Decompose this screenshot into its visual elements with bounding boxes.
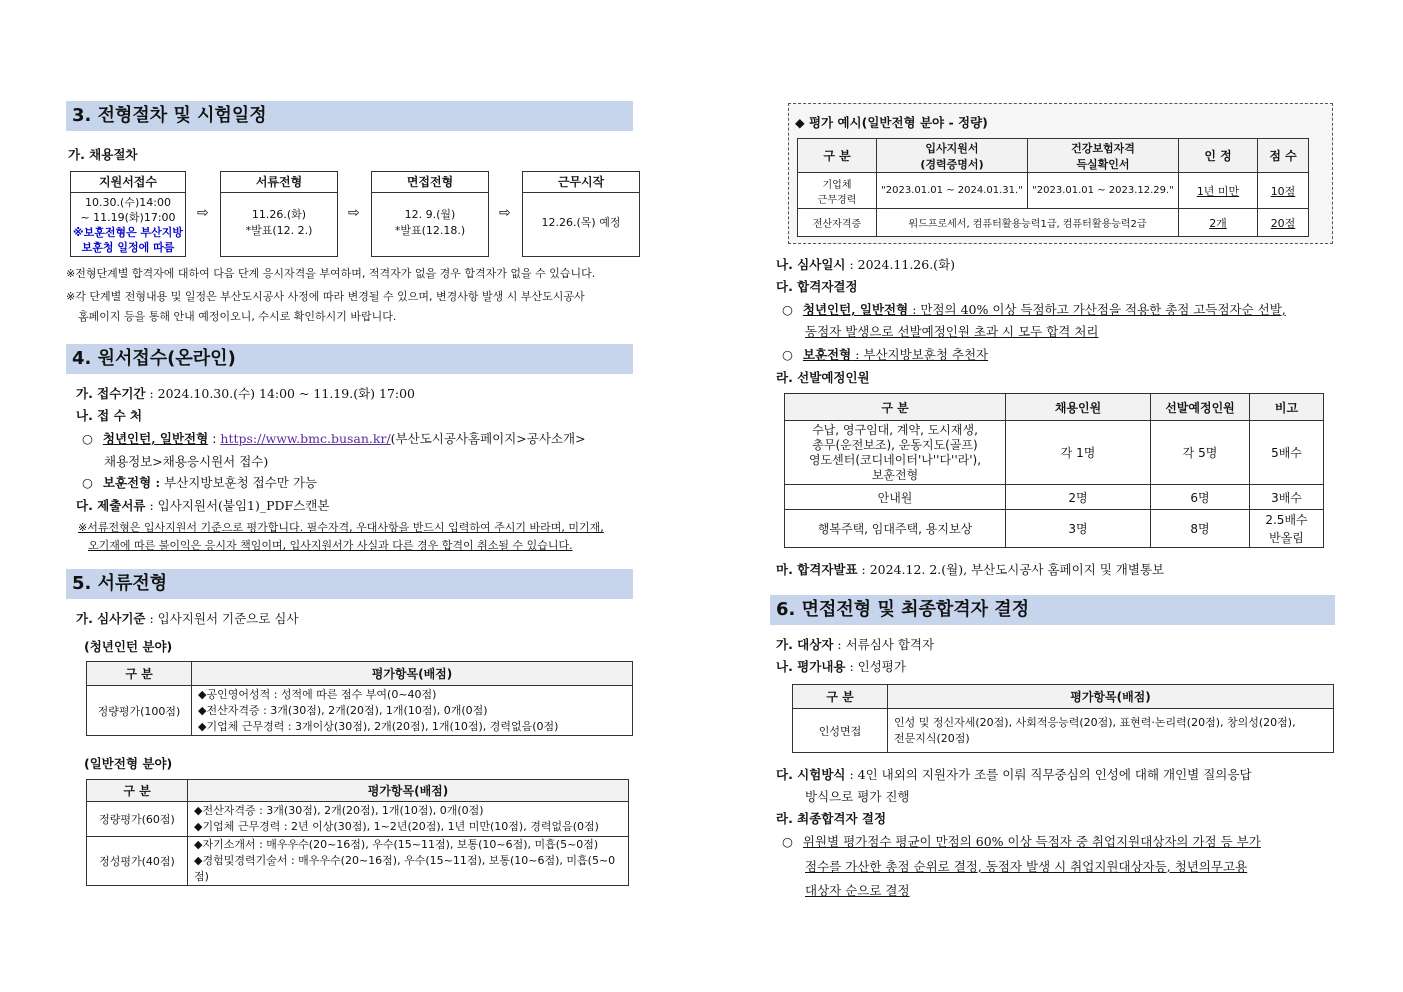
item: ◆공인영어성적 : 성적에 따른 점수 부여(0~40점) <box>198 687 437 701</box>
criteria-label: 가. 심사기준 <box>76 611 146 626</box>
pass-value-2: 동점자 발생으로 선발예정인원 초과 시 모두 합격 처리 <box>805 324 1099 339</box>
cell <box>1250 510 1324 548</box>
table-head: 구 분 <box>793 685 888 709</box>
reception-item-1 <box>82 429 586 447</box>
reception-item-2 <box>82 473 317 491</box>
cell-line: 수납, 영구임대, 계약, 도시재생, <box>812 422 978 437</box>
flow-head: 지원서접수 <box>71 172 185 193</box>
veteran-pass-label: 보훈전형 <box>802 347 852 362</box>
flow-box-application <box>70 171 186 257</box>
section-4-title: 4. 원서접수(온라인) <box>66 344 633 374</box>
item: ◆경험및경력기술서 : 매우우수(20~16점), 우수(15~11점), 보통(10~6점), 미흡(5~0점) <box>194 854 616 883</box>
row-items <box>188 802 629 837</box>
item: ◆기업체 근무경력 : 3개이상(30점), 2개(20점), 1개(10점), 경력없음(0점) <box>198 719 559 733</box>
flow-line: *발표(12. 2.) <box>245 224 313 237</box>
documents-value: : 입사지원서(붙임1)_PDF스캔본 <box>145 498 330 513</box>
table-head: 인 정 <box>1179 139 1258 173</box>
separator: : <box>208 431 221 446</box>
cell <box>785 421 1006 485</box>
general-label: (일반전형 분야) <box>84 756 173 771</box>
example-title: ◆ 평가 예시(일반전형 분야 - 정량) <box>795 115 988 130</box>
flow-head: 면접전형 <box>372 172 488 193</box>
reception-path-2: 채용정보>채용응시원서 접수) <box>104 454 269 469</box>
intern-table <box>86 661 633 736</box>
row-items <box>192 686 633 736</box>
row-items <box>888 709 1334 753</box>
table-head: 평가항목(배점) <box>188 780 629 802</box>
doc-note-a: ※서류전형은 입사지원서 기준으로 평가합니다. 필수자격, 우대사항을 반드시 입력하여 주시기 바라며, 미기재, <box>78 521 604 534</box>
row-label: 인성면접 <box>793 709 888 753</box>
section-3-title: 3. 전형절차 및 시험일정 <box>66 101 633 131</box>
cell: 20점 <box>1258 209 1309 237</box>
note-2a: ※각 단계별 전형내용 및 일정은 부산도시공사 사정에 따라 변경될 수 있으며, 변경사항 발생 시 부산도시공사 <box>66 290 585 303</box>
cell: 안내원 <box>785 485 1006 510</box>
target-label: 가. 대상자 <box>776 637 834 652</box>
pass-decision-heading: 다. 합격자결정 <box>776 279 858 294</box>
criteria-value: : 입사지원서 기준으로 심사 <box>145 611 299 626</box>
cell-line: 2.5배수 <box>1265 512 1308 527</box>
flow-box-document <box>220 171 338 257</box>
announce-value: : 2024.12. 2.(월), 부산도시공사 홈페이지 및 개별통보 <box>857 562 1165 577</box>
table-head: 구 분 <box>798 139 877 173</box>
general-table <box>86 779 629 886</box>
target-line <box>776 635 934 653</box>
table-head: 비고 <box>1250 394 1324 421</box>
table-head: 구 분 <box>87 780 188 802</box>
interview-table <box>792 684 1334 753</box>
table-head: 채용인원 <box>1006 394 1151 421</box>
cell: 행복주택, 임대주택, 용지보상 <box>785 510 1006 548</box>
cell: 각 5명 <box>1151 421 1250 485</box>
cell: "2023.01.01 ~ 2024.01.31." <box>877 173 1028 209</box>
pass-value: : 만점의 40% 이상 득점하고 가산점을 적용한 총점 고득점자순 선발, <box>908 302 1286 317</box>
example-box <box>788 103 1333 244</box>
circle-bullet-icon: ○ <box>782 302 793 317</box>
documents-line <box>76 496 329 514</box>
item: ◆자기소개서 : 매우우수(20~16점), 우수(15~11점), 보통(10~6점), 미흡(5~0점) <box>194 838 599 851</box>
table-head: 입사지원서 (경력증명서) <box>877 139 1028 173</box>
pass-decision-item-2 <box>782 345 988 363</box>
method-value-2: 방식으로 평가 진행 <box>805 789 910 804</box>
selection-table <box>784 393 1324 548</box>
table-head: 점 수 <box>1258 139 1309 173</box>
intern-label: (청년인턴 분야) <box>84 639 173 654</box>
row-items <box>188 837 629 886</box>
homepage-link[interactable]: https://www.bmc.busan.kr/ <box>220 431 391 446</box>
cell: 3배수 <box>1250 485 1324 510</box>
period-value: : 2024.10.30.(수) 14:00 ~ 11.19.(화) 17:00 <box>145 386 416 401</box>
review-date-line <box>776 255 955 273</box>
eval-content-label: 나. 평가내용 <box>776 659 846 674</box>
cell-line: 보훈전형 <box>871 467 919 482</box>
cell-line: 총무(운전보조), 운동지도(골프) <box>812 437 978 452</box>
cell: 10점 <box>1258 173 1309 209</box>
method-value: : 4인 내외의 지원자가 조를 이뤄 직무중심의 인성에 대해 개인별 질의응답 <box>845 767 1252 782</box>
review-date-value: : 2024.11.26.(화) <box>845 257 956 272</box>
cell: 전산자격증 <box>798 209 877 237</box>
section-5-title: 5. 서류전형 <box>66 569 633 599</box>
procedure-heading: 가. 채용절차 <box>68 147 138 162</box>
flow-line: 11.26.(화) <box>251 208 307 221</box>
circle-bullet-icon: ○ <box>82 431 93 446</box>
row-label: 정량평가(100점) <box>87 686 192 736</box>
veteran-label: 보훈전형 : <box>102 475 161 490</box>
note-1: ※전형단계별 합격자에 대하여 다음 단계 응시자격을 부여하며, 적격자가 없을 경우 합격자가 없을 수 있습니다. <box>66 267 596 280</box>
cell: 각 1명 <box>1006 421 1151 485</box>
eval-content-line <box>776 657 906 675</box>
documents-label: 다. 제출서류 <box>76 498 146 513</box>
flow-note: ※보훈전형은 부산지방 <box>72 226 184 239</box>
flow-arrow-icon: ⇨ <box>348 205 360 221</box>
row-label: 정량평가(60점) <box>87 802 188 837</box>
flow-head: 근무시작 <box>523 172 639 193</box>
table-head: 구 분 <box>785 394 1006 421</box>
circle-bullet-icon: ○ <box>782 347 793 362</box>
row-label: 정성평가(40점) <box>87 837 188 886</box>
flow-box-start <box>522 171 640 257</box>
item: ◆전산자격증 : 3개(30점), 2개(20점), 1개(10점), 0개(0점) <box>198 703 488 717</box>
cell: 3명 <box>1006 510 1151 548</box>
example-table <box>797 138 1309 237</box>
section-6-title: 6. 면접전형 및 최종합격자 결정 <box>770 595 1335 625</box>
final-heading: 라. 최종합격자 결정 <box>776 811 887 826</box>
final-line-1: 위원별 평가점수 평균이 만점의 60% 이상 득점자 중 취업지원대상자의 가점 등 부가 <box>802 834 1261 849</box>
announce-line <box>776 560 1164 578</box>
cell: 2명 <box>1006 485 1151 510</box>
reception-path: (부산도시공사홈페이지>공사소개> <box>390 431 586 446</box>
pass-label: 청년인턴, 일반전형 <box>802 302 909 317</box>
table-head: 구 분 <box>87 662 192 686</box>
final-line-3: 대상자 순으로 결정 <box>805 883 910 898</box>
flow-line: ~ 11.19(화)17:00 <box>80 211 176 224</box>
announce-label: 마. 합격자발표 <box>776 562 858 577</box>
cell: 6명 <box>1151 485 1250 510</box>
flow-note: 보훈청 일정에 따름 <box>81 241 175 254</box>
cell: 기업체 근무경력 <box>798 173 877 209</box>
doc-note-b: 오기재에 따른 불이익은 응시자 책임이며, 입사지원서가 사실과 다른 경우 합격이 취소될 수 있습니다. <box>88 539 573 552</box>
item: 인성 및 정신자세(20점), 사회적응능력(20점), 표현력·논리력(20점), 창의성(20점), <box>894 715 1296 729</box>
cell-line: 영도센터(코디네이터'나''다''라'), <box>808 452 982 467</box>
cell: 2개 <box>1179 209 1258 237</box>
method-line <box>776 765 1252 783</box>
criteria-line <box>76 609 298 627</box>
circle-bullet-icon: ○ <box>782 834 793 849</box>
reception-heading: 나. 접 수 처 <box>76 408 143 423</box>
cell: 1년 미만 <box>1179 173 1258 209</box>
note-2b: 홈페이지 등을 통해 안내 예정이오니, 수시로 확인하시기 바랍니다. <box>78 310 397 323</box>
reception-label: 청년인턴, 일반전형 <box>102 431 209 446</box>
review-date-label: 나. 심사일시 <box>776 257 846 272</box>
flow-arrow-icon: ⇨ <box>197 205 209 221</box>
veteran-value: 부산지방보훈청 접수만 가능 <box>160 475 318 490</box>
table-head: 선발예정인원 <box>1151 394 1250 421</box>
flow-box-interview <box>371 171 489 257</box>
flow-arrow-icon: ⇨ <box>499 205 511 221</box>
cell: 워드프로세서, 컴퓨터활용능력1급, 컴퓨터활용능력2급 <box>877 209 1179 237</box>
cell-line: 반올림 <box>1269 530 1304 545</box>
pass-decision-item-1 <box>782 300 1286 318</box>
item: ◆기업체 근무경력 : 2년 이상(30점), 1~2년(20점), 1년 미만(10점), 경력없음(0점) <box>194 820 599 833</box>
table-head: 평가항목(배점) <box>888 685 1334 709</box>
flow-line: *발표(12.18.) <box>394 224 466 237</box>
flow-line: 12.26.(목) 예정 <box>541 216 621 229</box>
circle-bullet-icon: ○ <box>82 475 93 490</box>
method-label: 다. 시험방식 <box>776 767 846 782</box>
table-head: 평가항목(배점) <box>192 662 633 686</box>
final-item <box>782 832 1261 850</box>
eval-content-value: : 인성평가 <box>845 659 906 674</box>
cell: "2023.01.01 ~ 2023.12.29." <box>1028 173 1179 209</box>
flow-line: 12. 9.(월) <box>404 208 456 221</box>
cell: 5배수 <box>1250 421 1324 485</box>
selection-heading: 라. 선발예정인원 <box>776 370 870 385</box>
veteran-pass-value: : 부산지방보훈청 추천자 <box>851 347 989 362</box>
item: 전문지식(20점) <box>894 731 970 745</box>
cell: 8명 <box>1151 510 1250 548</box>
final-line-2: 점수를 가산한 총점 순위로 결정, 동점자 발생 시 취업지원대상자등, 청년의무고용 <box>805 859 1248 874</box>
period-line <box>76 384 415 402</box>
flow-line: 10.30.(수)14:00 <box>85 196 171 209</box>
flow-head: 서류전형 <box>221 172 337 193</box>
item: ◆전산자격증 : 3개(30점), 2개(20점), 1개(10점), 0개(0점) <box>194 804 484 817</box>
target-value: : 서류심사 합격자 <box>833 637 935 652</box>
table-head: 건강보험자격 득실확인서 <box>1028 139 1179 173</box>
period-label: 가. 접수기간 <box>76 386 146 401</box>
